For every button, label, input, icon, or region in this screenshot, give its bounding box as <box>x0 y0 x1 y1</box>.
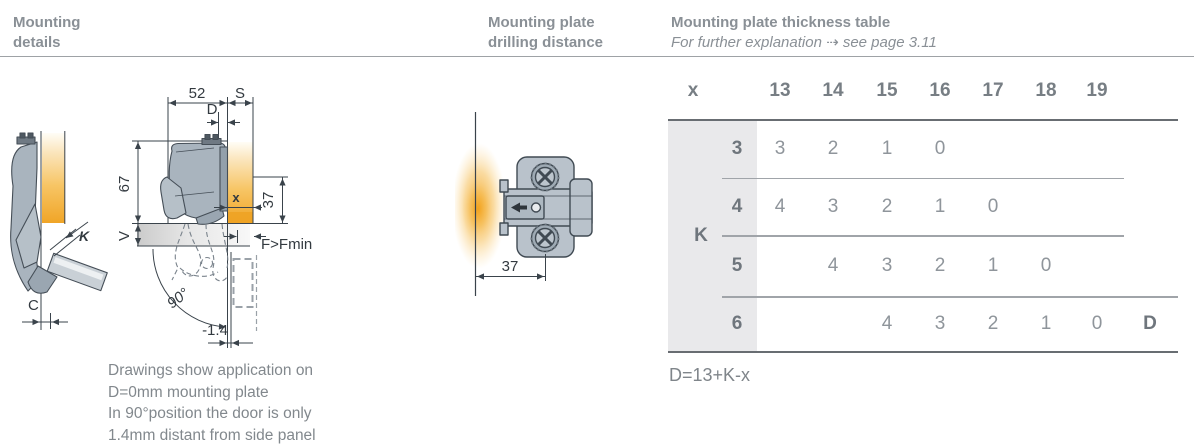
table-cell: 1 <box>881 138 893 159</box>
header-divider <box>0 56 1194 57</box>
table-col-header: 15 <box>876 80 898 101</box>
table-cell: 4 <box>774 196 786 217</box>
door-90-dashed <box>234 259 253 307</box>
table-cell: 3 <box>881 255 893 276</box>
table-cell: 0 <box>987 196 999 217</box>
table-row-separator <box>722 296 1178 298</box>
dim-C-label: C <box>28 297 39 314</box>
table-col-header: 16 <box>929 80 951 101</box>
table-col-header: 17 <box>982 80 1004 101</box>
drawing-mounting-details <box>0 70 445 360</box>
hinge-body <box>161 135 228 225</box>
header-thickness-table <box>671 13 937 52</box>
open-hinge-figure <box>11 131 108 330</box>
header-mounting-details <box>13 13 80 52</box>
table-cell: 3 <box>774 138 786 159</box>
table-cell: 3 <box>827 196 839 217</box>
table-result-label: D <box>1143 313 1157 334</box>
table-cell: 4 <box>827 255 839 276</box>
header-line: Mounting plate <box>488 14 595 31</box>
table-cell: 2 <box>934 255 946 276</box>
dim-67-label: 67 <box>116 175 133 193</box>
table-cell: 1 <box>987 255 999 276</box>
table-row-header: 6 <box>731 313 743 334</box>
dim-x-label: x <box>232 190 240 205</box>
table-formula: D=13+K-x <box>669 365 751 385</box>
table-col-header: 18 <box>1035 80 1057 101</box>
table-bottom-border <box>668 351 1178 353</box>
table-cell: 1 <box>1040 313 1052 334</box>
drawing-drilling-distance <box>455 100 655 305</box>
header-line: Mounting <box>13 14 81 31</box>
screw-bottom <box>532 225 559 252</box>
table-cell: 4 <box>881 313 893 334</box>
header-line: drilling distance <box>488 33 604 51</box>
dim-52-label: 52 <box>188 85 206 102</box>
header-title: Mounting plate thickness table <box>671 14 891 31</box>
dim-V-label: V <box>116 230 133 242</box>
angle-90-label: 90° <box>164 284 193 313</box>
table-cell: 2 <box>987 313 999 334</box>
table-cell: 2 <box>881 196 893 217</box>
table-cell: 2 <box>827 138 839 159</box>
screw-top <box>532 164 559 191</box>
table-col-header: 14 <box>822 80 844 101</box>
table-col-header: 13 <box>769 80 791 101</box>
dimensioned-hinge-figure <box>116 85 312 348</box>
side-panel-orange <box>228 142 254 224</box>
door-open-position <box>47 253 107 290</box>
drawing-caption <box>108 360 316 445</box>
header-subtitle: For further explanation ⇢ see page 3.11 <box>671 33 937 51</box>
table-row-header: 4 <box>731 196 743 217</box>
table-col-header: 19 <box>1086 80 1108 101</box>
table-row-header: 5 <box>731 255 743 276</box>
table-col-axis: x <box>687 80 699 101</box>
dim-S-label: S <box>234 85 246 102</box>
table-cell: 1 <box>934 196 946 217</box>
table-cell: 0 <box>1040 255 1052 276</box>
header-line: details <box>13 33 61 51</box>
table-row-separator <box>722 235 1124 237</box>
caption-line: Drawings show application on <box>108 362 314 379</box>
dim-37-drilling-label: 37 <box>501 258 519 275</box>
dim-K-label: K <box>79 228 90 244</box>
header-drilling-distance <box>488 13 603 52</box>
dim-37-label: 37 <box>260 191 277 209</box>
table-row-header: 3 <box>731 138 743 159</box>
table-cell: 0 <box>934 138 946 159</box>
table-top-border <box>668 119 1178 121</box>
dim-F-Fmin-label: F>Fmin <box>261 236 313 253</box>
table-cell: 3 <box>934 313 946 334</box>
caption-line: In 90°position the door is only <box>108 405 312 422</box>
center-hole <box>532 203 541 212</box>
table-cell: 0 <box>1091 313 1103 334</box>
caption-line: D=0mm mounting plate <box>108 383 269 401</box>
mounting-plate <box>500 157 592 257</box>
dim-D-label: D <box>206 101 218 118</box>
side-panel-orange <box>42 133 65 223</box>
table-row-separator <box>722 178 1124 180</box>
dim-minus-1-4-label: -1.4 <box>202 322 228 339</box>
table-row-axis: K <box>694 225 708 246</box>
caption-line: 1.4mm distant from side panel <box>108 426 316 444</box>
